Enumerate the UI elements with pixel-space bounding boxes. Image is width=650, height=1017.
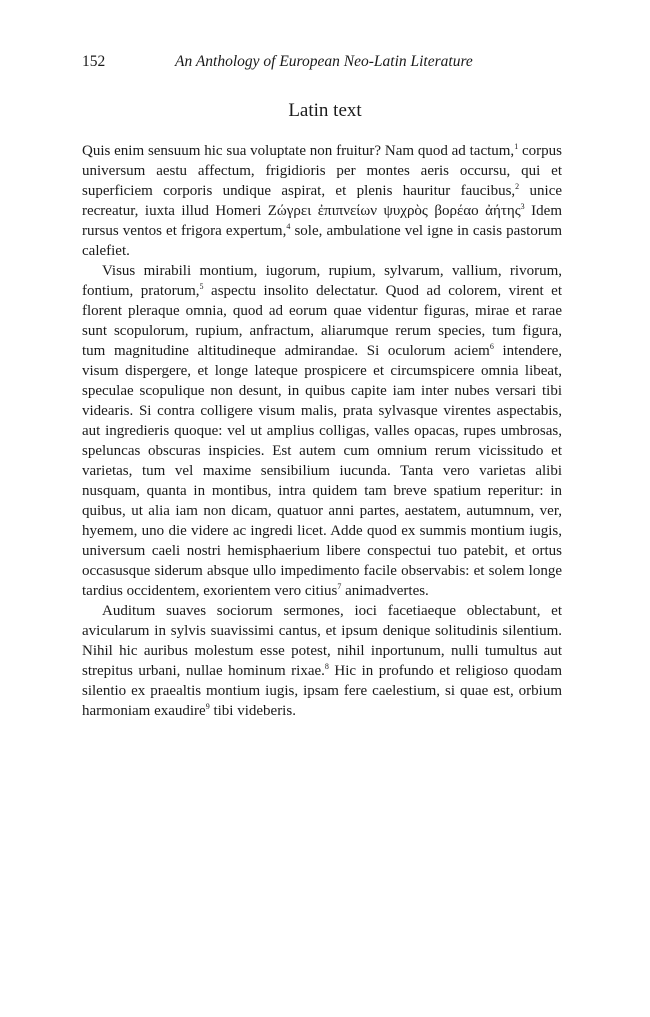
text-segment: animadvertes. bbox=[341, 583, 429, 599]
footnote-marker: 6 bbox=[489, 342, 494, 351]
text-segment: tibi videberis. bbox=[209, 703, 296, 719]
text-segment: Quis enim sensuum hic sua voluptate non fruitur? Nam quod ad tactum, bbox=[82, 143, 515, 159]
text-segment: corpus universum aestu affectum, frigidioris per montes aeris occursu, qui et superficiem corporis undique aspirat, et plenis hauritur faucibus, bbox=[82, 143, 562, 199]
text-segment: Visus mirabili montium, iugorum, rupium, sylvarum, vallium, rivorum, fontium, pratorum, bbox=[82, 263, 562, 299]
running-head bbox=[82, 52, 568, 72]
latin-text-body bbox=[82, 141, 562, 721]
footnote-marker: 2 bbox=[515, 182, 520, 191]
paragraph bbox=[82, 261, 562, 601]
text-segment: unice recreatur, iuxta illud Homeri Ζώγρει ἐπιπνείων ψυχρὸς βορέαο ἀήτης bbox=[82, 183, 563, 219]
paragraph bbox=[82, 141, 562, 261]
book-title: An Anthology of European Neo-Latin Literature bbox=[175, 53, 473, 70]
text-segment: Hic in profundo et religioso quodam silentio ex praealtis montium iugis, ipsam fere caelestium, si quae est, orbium harmoniam exaudire bbox=[82, 663, 562, 719]
footnote-marker: 4 bbox=[286, 222, 291, 231]
footnote-marker: 7 bbox=[337, 582, 342, 591]
paragraph bbox=[82, 601, 562, 721]
footnote-marker: 8 bbox=[324, 662, 329, 671]
footnote-marker: 1 bbox=[514, 142, 519, 151]
text-segment: Idem rursus ventos et frigora expertum, bbox=[82, 203, 562, 239]
footnote-marker: 3 bbox=[520, 202, 525, 211]
footnote-marker: 5 bbox=[199, 282, 204, 291]
section-heading: Latin text bbox=[288, 100, 362, 121]
text-segment: sole, ambulatione vel igne in casis pastorum calefiet. bbox=[82, 223, 562, 259]
text-segment: aspectu insolito delectatur. Quod ad colorem, virent et florent pleraque omnia, quod ad eorum quae videntur figuras, mirae et rarae sunt scopulorum, rupium, anfractum, aliarumque rerum species, tum figura, tum magnitudine altitudineque admirandae. Si oculorum aciem bbox=[82, 283, 562, 359]
text-segment: Auditum suaves sociorum sermones, ioci facetiaeque oblectabunt, et avicularum in sylvis suavissimi cantus, et ipsum denique solitudinis silentium. Nihil hic auribus molestum esse potest, nihil inportunum, nulli tumultus aut strepitus urbani, nullae hominum rixae. bbox=[82, 603, 562, 679]
footnote-marker: 9 bbox=[205, 702, 210, 711]
text-segment: intendere, visum dispergere, et longe lateque prospicere et circumspicere omnia libeat, speculae scopulique non desunt, in quibus capite iam inter nubes versari tibi videaris. Si contra colligere visum malis, prata sylvasque virentes aspectabis, aut ingredieris quoque: vel ut amplius colligas, valles opacas, rupes umbrosas, speluncas obscuras inspicies. Est autem cum omnium rerum vicissitudo et varietas, tum vel maxime sensibilium iucunda. Tanta vero varietas alibi nusquam, quanta in montibus, intra quidem tam breve spatium reperitur: in quibus, ut alia iam non dicam, quatuor anni partes, aestatem, autumnum, ver, hyemem, uno die videre ac ingredi licet. Adde quod ex summis montium iugis, universum caeli nostri hemisphaerium libere conspectui tuo patebit, et ortus occasusque siderum absque ullo impedimento facile observabis: et solem longe tardius occidentem, exorientem vero citius bbox=[82, 343, 562, 599]
page-number: 152 bbox=[82, 53, 106, 70]
